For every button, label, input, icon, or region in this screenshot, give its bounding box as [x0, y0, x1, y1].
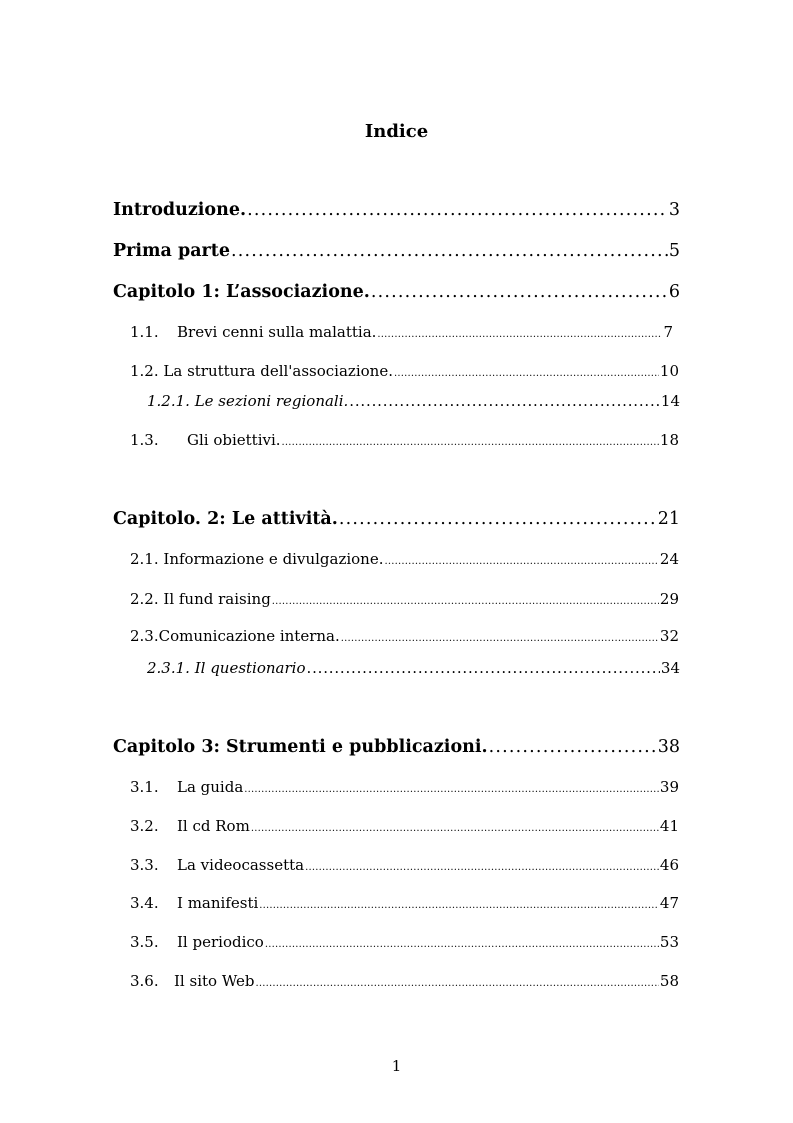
- toc-leader-dots: [489, 737, 657, 757]
- toc-section-number: 3.2.: [130, 817, 159, 835]
- toc-entry-3-5[interactable]: [130, 933, 679, 951]
- toc-leader-dots: [256, 978, 659, 989]
- toc-page-number: 24: [659, 550, 679, 568]
- toc-label: 2.3.1. Il questionario: [147, 659, 306, 677]
- toc-entry-introduzione[interactable]: [113, 200, 680, 220]
- toc-section-number: 1.1.: [130, 323, 159, 341]
- toc-entry-2-1[interactable]: [130, 550, 679, 568]
- page-title: Indice: [364, 121, 429, 142]
- toc-leader-dots: [305, 862, 659, 873]
- toc-entry-1-3[interactable]: [130, 431, 679, 449]
- toc-entry-2-3[interactable]: [130, 627, 679, 645]
- toc-entry-3-6[interactable]: [130, 972, 679, 990]
- toc-leader-dots: [349, 392, 660, 410]
- toc-entry-3-1[interactable]: [130, 778, 679, 796]
- toc-label: 2.3.Comunicazione interna.: [130, 627, 340, 645]
- toc-entry-capitolo-3[interactable]: [113, 737, 680, 757]
- toc-entry-2-2[interactable]: [130, 590, 679, 608]
- toc-section-number: 3.3.: [130, 856, 159, 874]
- toc-label: 2.2. Il fund raising: [130, 590, 271, 608]
- toc-entry-2-3-1[interactable]: [147, 659, 680, 677]
- toc-leader-dots: [307, 659, 660, 677]
- toc-entry-3-4[interactable]: [130, 894, 679, 912]
- toc-leader-dots: [247, 200, 668, 220]
- toc-leader-dots: [251, 823, 659, 834]
- toc-leader-dots: [231, 241, 668, 261]
- toc-page-number: 21: [657, 509, 680, 529]
- toc-leader-dots: [394, 368, 659, 379]
- toc-label: Brevi cenni sulla malattia.: [177, 323, 377, 341]
- toc-label: Il periodico: [177, 933, 264, 951]
- toc-leader-dots: [272, 596, 659, 607]
- page-number: 1: [391, 1057, 402, 1075]
- toc-page-number: 46: [659, 856, 679, 874]
- toc-label: Il cd Rom: [177, 817, 250, 835]
- toc-label: I manifesti: [177, 894, 259, 912]
- toc-page-number: 14: [660, 392, 680, 410]
- toc-page-number: 5: [668, 241, 680, 261]
- toc-leader-dots: [377, 329, 662, 340]
- toc-leader-dots: [282, 437, 659, 448]
- toc-page-number: 38: [657, 737, 680, 757]
- toc-page-number: 29: [659, 590, 679, 608]
- toc-label: Capitolo 3: Strumenti e pubblicazioni.: [113, 737, 488, 757]
- toc-entry-1-1[interactable]: [130, 323, 679, 341]
- toc-label: Capitolo. 2: Le attività.: [113, 509, 338, 529]
- toc-label: Prima parte: [113, 241, 230, 261]
- toc-page-number: 58: [659, 972, 679, 990]
- toc-label: Capitolo 1: L’associazione.: [113, 282, 370, 302]
- toc-label: Il sito Web: [174, 972, 255, 990]
- toc-entry-1-2-1[interactable]: [147, 392, 680, 410]
- toc-leader-dots: [371, 282, 668, 302]
- toc-entry-3-2[interactable]: [130, 817, 679, 835]
- toc-leader-dots: [341, 633, 659, 644]
- toc-entry-capitolo-1[interactable]: [113, 282, 680, 302]
- toc-label: 1.2.1. Le sezioni regionali.: [147, 392, 349, 410]
- toc-page-number: 10: [659, 362, 679, 380]
- toc-page-number: 32: [659, 627, 679, 645]
- toc-leader-dots: [244, 784, 659, 795]
- toc-entry-prima-parte[interactable]: [113, 241, 680, 261]
- toc-section-number: 3.4.: [130, 894, 159, 912]
- toc-page-number: 3: [668, 200, 680, 220]
- toc-page-number: 18: [659, 431, 679, 449]
- toc-page-number: 6: [668, 282, 680, 302]
- toc-label: La videocassetta: [177, 856, 305, 874]
- toc-label: Gli obiettivi.: [187, 431, 281, 449]
- toc-leader-dots: [259, 900, 659, 911]
- toc-section-number: 3.5.: [130, 933, 159, 951]
- toc-page-number: 7: [663, 323, 673, 341]
- toc-section-number: 1.3.: [130, 431, 159, 449]
- toc-page-number: 47: [659, 894, 679, 912]
- toc-page-number: 53: [659, 933, 679, 951]
- toc-page-number: 34: [660, 659, 680, 677]
- toc-page-number: 39: [659, 778, 679, 796]
- toc-leader-dots: [385, 556, 659, 567]
- toc-label: 1.2. La struttura dell'associazione.: [130, 362, 393, 380]
- toc-section-number: 3.1.: [130, 778, 159, 796]
- toc-page-number: 41: [659, 817, 679, 835]
- toc-entry-3-3[interactable]: [130, 856, 679, 874]
- toc-label: Introduzione.: [113, 200, 247, 220]
- toc-leader-dots: [265, 939, 659, 950]
- toc-section-number: 3.6.: [130, 972, 159, 990]
- toc-entry-1-2[interactable]: [130, 362, 679, 380]
- toc-label: La guida: [177, 778, 244, 796]
- toc-entry-capitolo-2[interactable]: [113, 509, 680, 529]
- toc-label: 2.1. Informazione e divulgazione.: [130, 550, 384, 568]
- toc-leader-dots: [339, 509, 657, 529]
